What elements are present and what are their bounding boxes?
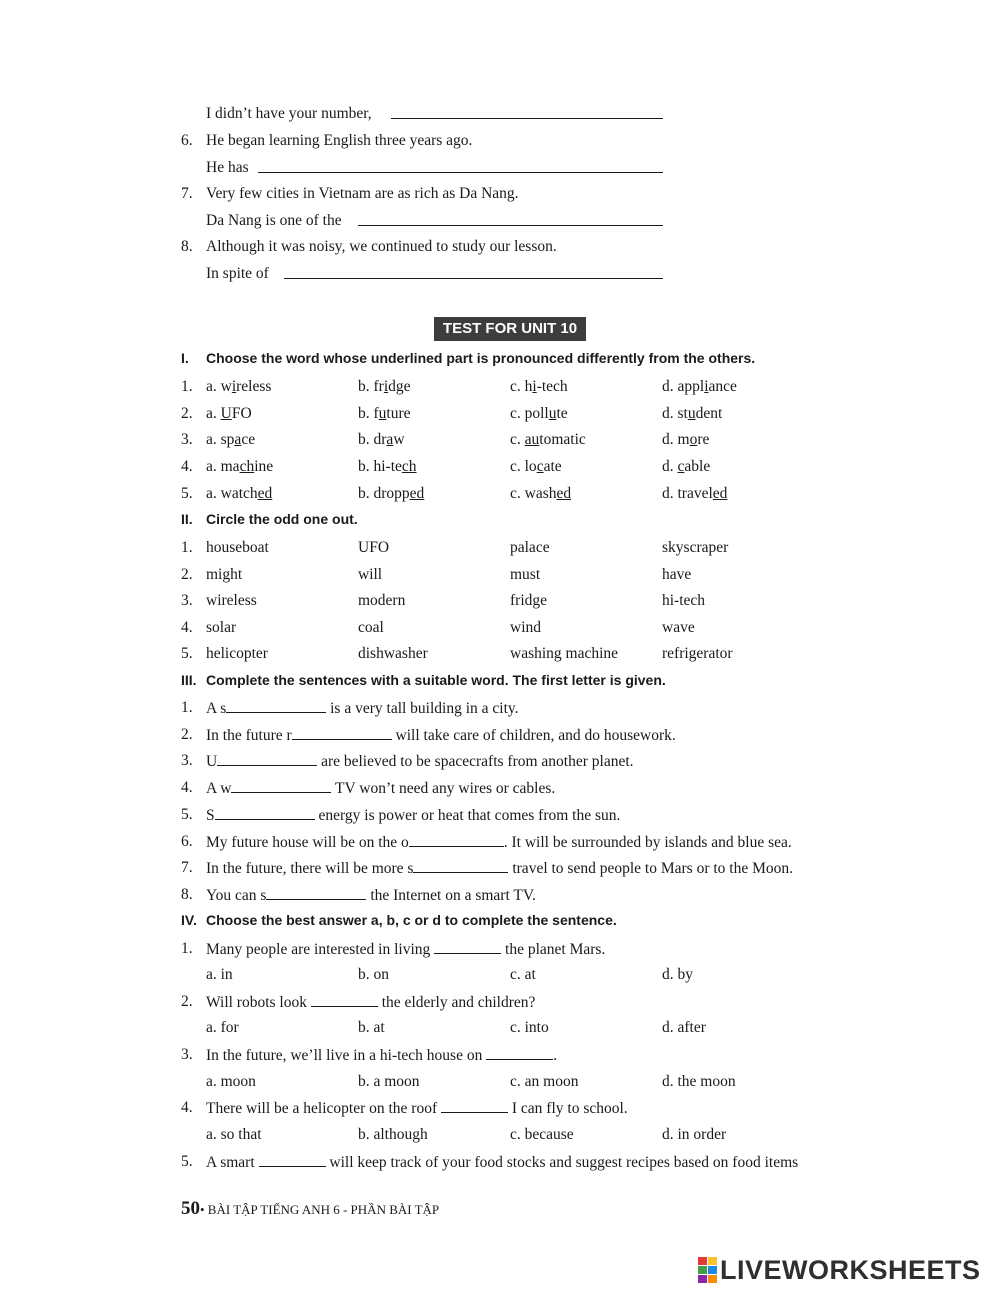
item-number: 5.	[181, 645, 193, 662]
word-option[interactable]: dishwasher	[358, 645, 428, 662]
option-c[interactable]: c. because	[510, 1126, 574, 1143]
logo-block	[708, 1275, 717, 1283]
logo-block	[698, 1275, 707, 1283]
option-b[interactable]: b. fridge	[358, 378, 411, 395]
word-option[interactable]: coal	[358, 619, 384, 636]
sentence	[206, 1045, 557, 1066]
sentence-end: the Internet on a smart TV.	[366, 887, 536, 904]
sentence-text: In spite of	[206, 265, 269, 282]
test-title: TEST FOR UNIT 10	[434, 317, 586, 341]
option-b[interactable]: b. although	[358, 1126, 428, 1143]
item-number: 5.	[181, 485, 193, 502]
option-b[interactable]: b. dropped	[358, 485, 425, 502]
answer-blank[interactable]	[358, 211, 663, 226]
word-option[interactable]: modern	[358, 592, 406, 609]
word-option[interactable]: refrigerator	[662, 645, 733, 662]
sentence	[206, 858, 793, 879]
option-a[interactable]: a. space	[206, 431, 256, 448]
option-c[interactable]: c. an moon	[510, 1073, 579, 1090]
logo-block	[698, 1257, 707, 1265]
item-number: 2.	[181, 993, 193, 1010]
sentence-text: Although it was noisy, we continued to study our lesson.	[206, 238, 557, 255]
sentence-start: In the future r	[206, 727, 292, 744]
sentence-text: Da Nang is one of the	[206, 212, 342, 229]
section-2-heading	[181, 511, 358, 527]
sentence-end: are believed to be spacecrafts from another planet.	[317, 753, 634, 770]
word-option[interactable]: hi-tech	[662, 592, 706, 609]
item-number: 3.	[181, 431, 193, 448]
sentence-end: travel to send people to Mars or to the Moon.	[508, 860, 794, 877]
section-roman: IV.	[181, 912, 197, 928]
sentence-end: will take care of children, and do housework.	[391, 727, 676, 744]
option-b[interactable]: b. draw	[358, 431, 405, 448]
item-number: 1.	[181, 378, 193, 395]
item-number: 7.	[181, 859, 193, 876]
section-heading-text: Choose the word whose underlined part is pronounced differently from the others.	[206, 350, 756, 366]
sentence-start: There will be a helicopter on the roof	[206, 1100, 441, 1117]
section-3-heading	[181, 672, 666, 688]
sentence-start: In the future, there will be more s	[206, 860, 414, 877]
option-a[interactable]: a. for	[206, 1019, 239, 1036]
option-d[interactable]: d. in order	[662, 1126, 727, 1143]
item-number: 2.	[181, 566, 193, 583]
answer-blank[interactable]	[284, 264, 663, 279]
page-footer	[181, 1198, 439, 1220]
word-option[interactable]: fridge	[510, 592, 548, 609]
option-d[interactable]: d. student	[662, 405, 723, 422]
word-option[interactable]: UFO	[358, 539, 390, 556]
item-number: 1.	[181, 699, 193, 716]
logo-block	[708, 1257, 717, 1265]
sentence	[206, 751, 634, 772]
sentence-text: He began learning English three years ago.	[206, 132, 473, 149]
word-option[interactable]: solar	[206, 619, 237, 636]
answer-blank[interactable]	[413, 858, 508, 873]
option-b[interactable]: b. future	[358, 405, 411, 422]
item-number: 5.	[181, 1153, 193, 1170]
sentence-start: U	[206, 753, 218, 770]
word-option[interactable]: washing machine	[510, 645, 619, 662]
sentence-start: Will robots look	[206, 994, 311, 1011]
page-number: 50	[181, 1198, 200, 1219]
option-b[interactable]: b. hi-tech	[358, 458, 417, 475]
sentence	[206, 832, 792, 853]
word-option[interactable]: wireless	[206, 592, 257, 609]
section-1-heading	[181, 350, 755, 366]
answer-blank[interactable]	[231, 778, 331, 793]
sentence-end: . It will be surrounded by islands and blue sea.	[503, 834, 792, 851]
section-4-heading	[181, 912, 617, 928]
word-option[interactable]: helicopter	[206, 645, 268, 662]
item-number: 3.	[181, 592, 193, 609]
option-d[interactable]: d. traveled	[662, 485, 728, 502]
word-option[interactable]: palace	[510, 539, 550, 556]
sentence	[206, 992, 535, 1013]
option-b[interactable]: b. a moon	[358, 1073, 420, 1090]
option-a[interactable]: a. in	[206, 966, 233, 983]
answer-blank[interactable]	[259, 1152, 326, 1167]
option-c[interactable]: c. pollute	[510, 405, 568, 422]
item-number: 3.	[181, 752, 193, 769]
answer-blank[interactable]	[409, 832, 504, 847]
option-b[interactable]: b. on	[358, 966, 389, 983]
answer-blank[interactable]	[266, 885, 366, 900]
word-option[interactable]: wind	[510, 619, 541, 636]
option-a[interactable]: a. machine	[206, 458, 274, 475]
brand-name: LIVEWORKSHEETS	[720, 1254, 981, 1285]
item-number: 4.	[181, 619, 193, 636]
answer-blank[interactable]	[486, 1045, 553, 1060]
answer-blank[interactable]	[292, 725, 392, 740]
option-d[interactable]: d. after	[662, 1019, 706, 1036]
sentence-end: will keep track of your food stocks and suggest recipes based on food items	[325, 1154, 799, 1171]
option-c[interactable]: c. at	[510, 966, 536, 983]
option-d[interactable]: d. more	[662, 431, 710, 448]
option-d[interactable]: d. the moon	[662, 1073, 736, 1090]
answer-blank[interactable]	[391, 104, 663, 119]
logo-blocks-icon	[698, 1257, 717, 1283]
sentence-text: Very few cities in Vietnam are as rich as Da Nang.	[206, 185, 519, 202]
sentence-end: the planet Mars.	[501, 941, 606, 958]
section-heading-text: Complete the sentences with a suitable word. The first letter is given.	[206, 672, 666, 688]
item-number: 1.	[181, 940, 193, 957]
answer-blank[interactable]	[217, 751, 317, 766]
option-a[interactable]: a. moon	[206, 1073, 256, 1090]
answer-blank[interactable]	[226, 698, 326, 713]
answer-blank[interactable]	[215, 805, 315, 820]
answer-blank[interactable]	[258, 158, 663, 173]
option-c[interactable]: c. automatic	[510, 431, 586, 448]
section-heading-text: Circle the odd one out.	[206, 511, 358, 527]
sentence-end: .	[553, 1047, 558, 1064]
item-number: 8.	[181, 238, 193, 255]
item-number: 4.	[181, 458, 193, 475]
option-a[interactable]: a. UFO	[206, 405, 252, 422]
word-option[interactable]: wave	[662, 619, 695, 636]
sentence	[206, 885, 536, 906]
sentence-text: I didn’t have your number,	[206, 105, 372, 122]
word-option[interactable]: houseboat	[206, 539, 269, 556]
sentence-start: You can s	[206, 887, 267, 904]
item-number: 8.	[181, 886, 193, 903]
footer-text: • BÀI TẬP TIẾNG ANH 6 - PHẦN BÀI TẬP	[200, 1202, 440, 1217]
answer-blank[interactable]	[311, 992, 378, 1007]
sentence-start: Many people are interested in living	[206, 941, 435, 958]
option-b[interactable]: b. at	[358, 1019, 385, 1036]
item-number: 5.	[181, 806, 193, 823]
section-heading-text: Choose the best answer a, b, c or d to complete the sentence.	[206, 912, 617, 928]
liveworksheets-logo	[698, 1254, 981, 1286]
section-roman: III.	[181, 672, 197, 688]
sentence	[206, 778, 555, 799]
sentence-end: energy is power or heat that comes from the sun.	[314, 807, 621, 824]
option-c[interactable]: c. into	[510, 1019, 549, 1036]
section-roman: II.	[181, 511, 193, 527]
sentence-start: A w	[206, 780, 232, 797]
word-option[interactable]: have	[662, 566, 692, 583]
item-number: 7.	[181, 185, 193, 202]
item-number: 2.	[181, 405, 193, 422]
item-number: 1.	[181, 539, 193, 556]
item-number: 4.	[181, 779, 193, 796]
option-d[interactable]: d. by	[662, 966, 693, 983]
sentence	[206, 805, 620, 826]
section-roman: I.	[181, 350, 189, 366]
sentence	[206, 698, 519, 719]
option-c[interactable]: c. locate	[510, 458, 562, 475]
sentence	[206, 725, 676, 746]
option-d[interactable]: d. cable	[662, 458, 711, 475]
sentence-end: I can fly to school.	[508, 1100, 628, 1117]
option-a[interactable]: a. wireless	[206, 378, 272, 395]
word-option[interactable]: must	[510, 566, 541, 583]
sentence-text: He has	[206, 159, 249, 176]
sentence-start: A s	[206, 700, 227, 717]
sentence-start: A smart	[206, 1154, 259, 1171]
item-number: 6.	[181, 132, 193, 149]
option-c[interactable]: c. washed	[510, 485, 572, 502]
logo-block	[708, 1266, 717, 1274]
sentence	[206, 1152, 798, 1173]
answer-blank[interactable]	[434, 939, 501, 954]
option-a[interactable]: a. watched	[206, 485, 273, 502]
sentence-start: S	[206, 807, 215, 824]
item-number: 2.	[181, 726, 193, 743]
option-c[interactable]: c. hi-tech	[510, 378, 568, 395]
answer-blank[interactable]	[441, 1098, 508, 1113]
sentence-start: In the future, we’ll live in a hi-tech house on	[206, 1047, 487, 1064]
word-option[interactable]: will	[358, 566, 383, 583]
sentence-end: the elderly and children?	[377, 994, 536, 1011]
sentence	[206, 1098, 628, 1119]
option-d[interactable]: d. appliance	[662, 378, 737, 395]
sentence-end: TV won’t need any wires or cables.	[331, 780, 556, 797]
logo-block	[698, 1266, 707, 1274]
word-option[interactable]: might	[206, 566, 243, 583]
word-option[interactable]: skyscraper	[662, 539, 729, 556]
item-number: 4.	[181, 1099, 193, 1116]
sentence-start: My future house will be on the o	[206, 834, 409, 851]
item-number: 6.	[181, 833, 193, 850]
item-number: 3.	[181, 1046, 193, 1063]
sentence-end: is a very tall building in a city.	[326, 700, 519, 717]
option-a[interactable]: a. so that	[206, 1126, 262, 1143]
sentence	[206, 939, 605, 960]
